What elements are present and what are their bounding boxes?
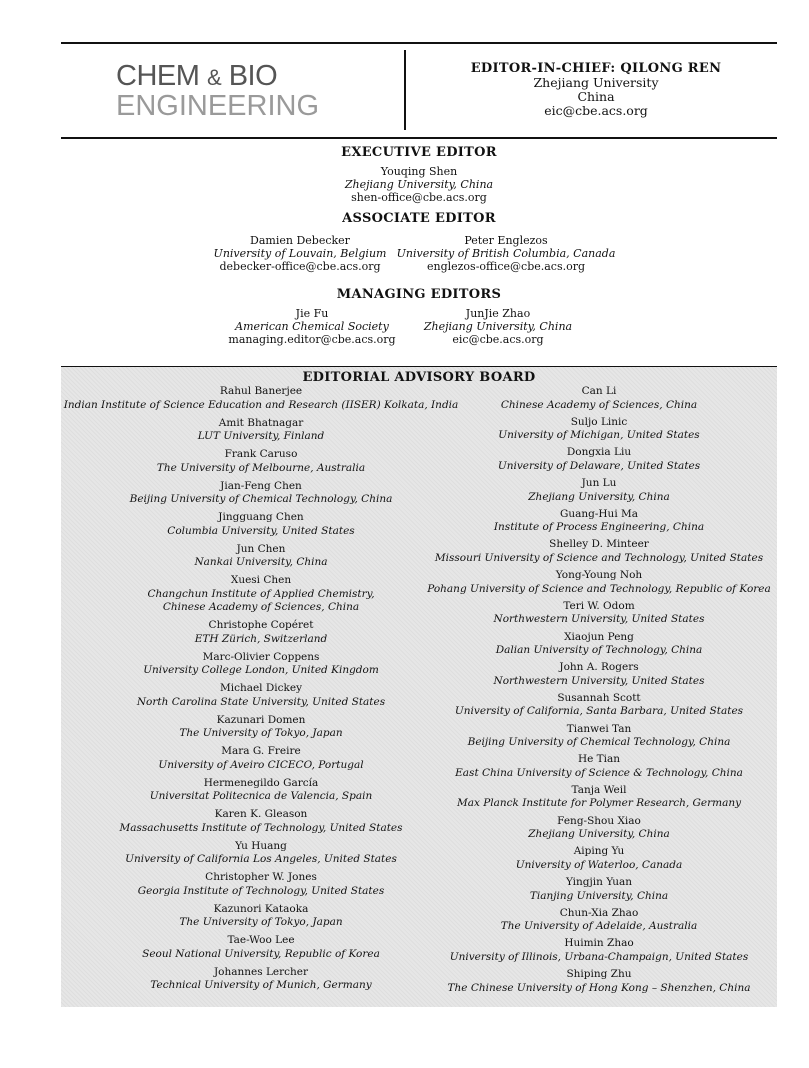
- top-rule: [61, 42, 777, 44]
- board-member: [409, 753, 789, 780]
- board-member: [61, 777, 461, 804]
- member-name: Jun Lu: [581, 477, 617, 490]
- associate-editor-2: Peter Englezos University of British Columbia, Canada englezos-office@cbe.acs.org: [396, 234, 616, 273]
- board-member: [409, 845, 789, 872]
- member-name: Hermenegildo García: [203, 776, 319, 789]
- board-member: [409, 508, 789, 535]
- executive-editor-name: Youqing Shen: [380, 165, 458, 178]
- board-member: [409, 600, 789, 627]
- board-member: [61, 808, 461, 835]
- board-member: [409, 907, 789, 934]
- board-member: [409, 569, 789, 596]
- associate-editor-1: Damien Debecker University of Louvain, Belgium debecker-office@cbe.acs.org: [213, 234, 387, 273]
- member-affiliation: University College London, United Kingdom: [143, 664, 379, 676]
- member-name: Rahul Banerjee: [219, 385, 303, 397]
- member-affiliation: University of Waterloo, Canada: [515, 858, 683, 871]
- member-affiliation-line2: Chinese Academy of Sciences, China: [162, 601, 360, 613]
- board-member: [409, 385, 789, 412]
- managing-editors-section: [61, 287, 777, 303]
- member-name: Marc-Olivier Coppens: [202, 650, 320, 663]
- member-affiliation: Zhejiang University, China: [528, 828, 670, 841]
- board-member: [61, 543, 461, 570]
- board-member: [409, 968, 789, 995]
- member-affiliation: Dalian University of Technology, China: [495, 644, 703, 656]
- member-name: Shiping Zhu: [566, 968, 632, 981]
- member-name: Christophe Copéret: [208, 619, 314, 631]
- member-affiliation: North Carolina State University, United States: [136, 695, 386, 708]
- member-name: Yong-Young Noh: [555, 569, 643, 582]
- member-affiliation: University of Aveiro CICECO, Portugal: [158, 758, 364, 771]
- member-affiliation: The University of Tokyo, Japan: [179, 727, 343, 739]
- member-affiliation: Universitat Politecnica de Valencia, Spain: [149, 790, 373, 802]
- member-affiliation: Nankai University, China: [194, 556, 328, 568]
- member-affiliation: Beijing University of Chemical Technology, China: [129, 493, 393, 505]
- member-affiliation: Changchun Institute of Applied Chemistry,: [147, 587, 375, 600]
- executive-editor-affiliation: Zhejiang University, China: [344, 178, 494, 191]
- member-name: Shelley D. Minteer: [549, 538, 649, 551]
- member-name: Aiping Yu: [573, 845, 625, 858]
- member-name: Jun Chen: [236, 542, 286, 555]
- member-affiliation: Indian Institute of Science Education and Research (IISER) Kolkata, India: [63, 398, 459, 411]
- board-member: [61, 934, 461, 961]
- member-affiliation: Institute of Process Engineering, China: [493, 521, 705, 534]
- member-affiliation: Missouri University of Science and Technology, United States: [434, 551, 764, 564]
- header-divider: [404, 50, 406, 130]
- member-affiliation: University of California Los Angeles, United States: [125, 853, 397, 865]
- member-affiliation: Beijing University of Chemical Technology, China: [467, 736, 731, 749]
- managing-editor-2: JunJie Zhao Zhejiang University, China eic@cbe.acs.org: [423, 307, 573, 346]
- board-member: [61, 448, 461, 475]
- executive-editor-section: [61, 145, 777, 204]
- board-member: [61, 966, 461, 993]
- board-member: [61, 480, 461, 507]
- board-member: [409, 723, 789, 750]
- board-member: [61, 385, 461, 412]
- board-member: [61, 619, 461, 646]
- associate-editor-title: ASSOCIATE EDITOR: [342, 211, 496, 226]
- member-affiliation: University of Illinois, Urbana-Champaign, United States: [449, 950, 749, 963]
- member-name: John A. Rogers: [559, 661, 639, 674]
- board-member: [409, 784, 789, 811]
- board-member: [409, 446, 789, 473]
- header-bottom-rule: [61, 137, 777, 139]
- member-name: Frank Caruso: [224, 448, 298, 460]
- board-member: [409, 815, 789, 842]
- member-affiliation: The University of Melbourne, Australia: [156, 461, 366, 474]
- editorial-advisory-board: [61, 367, 777, 1007]
- member-name: Christopher W. Jones: [205, 871, 317, 883]
- member-name: He Tian: [577, 753, 621, 766]
- member-affiliation: Columbia University, United States: [167, 524, 355, 537]
- board-member: [61, 511, 461, 538]
- board-member: [61, 903, 461, 930]
- member-affiliation: The University of Adelaide, Australia: [500, 920, 698, 933]
- board-member: [409, 937, 789, 964]
- member-name: Xiaojun Peng: [564, 630, 634, 643]
- member-name: Jingguang Chen: [218, 511, 304, 523]
- board-member: [409, 661, 789, 688]
- member-affiliation: University of California, Santa Barbara, United States: [454, 705, 744, 718]
- member-affiliation: Northwestern University, United States: [493, 613, 705, 626]
- board-member: [61, 682, 461, 709]
- member-name: Susannah Scott: [557, 691, 641, 704]
- board-member: [409, 692, 789, 719]
- board-right-column: [409, 385, 789, 999]
- member-name: Karen K. Gleason: [214, 808, 308, 820]
- member-name: Tianwei Tan: [566, 722, 632, 735]
- managing-editors-title: MANAGING EDITORS: [336, 287, 502, 302]
- board-member: [61, 745, 461, 772]
- board-left-column: [61, 385, 461, 997]
- board-member: [409, 538, 789, 565]
- board-member: [409, 876, 789, 903]
- member-affiliation: LUT University, Finland: [197, 430, 325, 442]
- member-name: Huimin Zhao: [564, 937, 634, 950]
- member-name: Tae-Woo Lee: [227, 934, 295, 946]
- member-affiliation: Zhejiang University, China: [528, 490, 670, 503]
- member-affiliation: Seoul National University, Republic of Korea: [142, 947, 380, 960]
- board-member: [61, 417, 461, 444]
- board-member: [61, 840, 461, 867]
- board-member: [61, 651, 461, 678]
- member-affiliation: Northwestern University, United States: [493, 674, 705, 687]
- member-name: Can Li: [581, 385, 617, 397]
- eic-title: EDITOR-IN-CHIEF: QILONG REN: [470, 61, 722, 76]
- eic-affiliation: Zhejiang University: [533, 75, 659, 90]
- member-name: Johannes Lercher: [213, 965, 309, 978]
- member-name: Yingjin Yuan: [565, 876, 633, 888]
- member-name: Tanja Weil: [571, 783, 627, 796]
- member-name: Guang-Hui Ma: [559, 507, 639, 520]
- member-name: Feng-Shou Xiao: [557, 814, 641, 827]
- member-affiliation: The Chinese University of Hong Kong – Shenzhen, China: [447, 981, 751, 994]
- member-name: Chun-Xia Zhao: [559, 906, 639, 919]
- managing-editor-1: Jie Fu American Chemical Society managing.editor@cbe.acs.org: [228, 307, 396, 346]
- associate-editor-section: [61, 211, 777, 227]
- eic-email: eic@cbe.acs.org: [544, 103, 648, 118]
- member-name: Amit Bhatnagar: [218, 416, 304, 429]
- member-name: Yu Huang: [235, 839, 287, 852]
- member-name: Teri W. Odom: [563, 599, 635, 612]
- board-member: [409, 416, 789, 443]
- member-name: Mara G. Freire: [221, 745, 301, 757]
- board-member: [61, 574, 461, 615]
- member-name: Kazunari Domen: [216, 713, 306, 726]
- member-affiliation: Tianjing University, China: [529, 889, 669, 902]
- member-name: Suljo Linic: [570, 415, 628, 428]
- member-name: Michael Dickey: [219, 682, 303, 694]
- member-affiliation: ETH Zürich, Switzerland: [194, 632, 328, 645]
- board-title: EDITORIAL ADVISORY BOARD: [302, 370, 536, 385]
- board-member: [61, 714, 461, 741]
- executive-editor-email: shen-office@cbe.acs.org: [351, 191, 487, 204]
- member-name: Jian-Feng Chen: [220, 479, 302, 492]
- member-affiliation: Technical University of Munich, Germany: [150, 979, 372, 991]
- member-affiliation: Chinese Academy of Sciences, China: [500, 398, 698, 411]
- member-affiliation: Massachusetts Institute of Technology, United States: [119, 821, 403, 834]
- member-affiliation: Pohang University of Science and Technology, Republic of Korea: [427, 582, 771, 595]
- member-affiliation: East China University of Science & Technology, China: [455, 766, 743, 779]
- member-affiliation: The University of Tokyo, Japan: [179, 916, 343, 928]
- executive-editor-title: EXECUTIVE EDITOR: [341, 145, 497, 160]
- board-member: [409, 631, 789, 658]
- member-affiliation: Max Planck Institute for Polymer Research, Germany: [456, 797, 742, 810]
- member-affiliation: University of Delaware, United States: [497, 459, 701, 472]
- member-affiliation: University of Michigan, United States: [498, 429, 700, 442]
- member-name: Xuesi Chen: [230, 574, 292, 586]
- journal-logo: CHEM & BIO ENGINEERING: [116, 60, 320, 122]
- board-member: [61, 871, 461, 898]
- eic-country: China: [577, 89, 615, 104]
- member-affiliation: Georgia Institute of Technology, United States: [137, 884, 385, 897]
- board-member: [409, 477, 789, 504]
- editor-in-chief-block: [410, 62, 782, 118]
- member-name: Dongxia Liu: [566, 446, 632, 459]
- member-name: Kazunori Kataoka: [213, 902, 309, 915]
